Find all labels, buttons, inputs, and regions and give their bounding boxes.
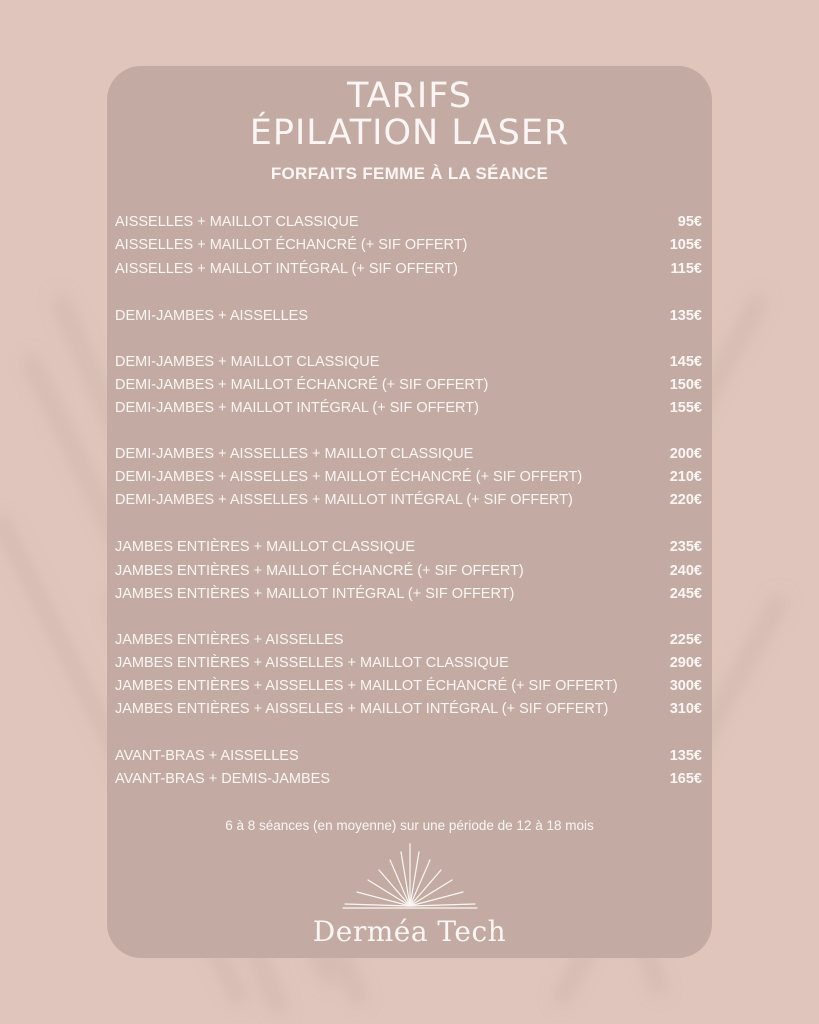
service-label: JAMBES ENTIÈRES + AISSELLES — [115, 632, 344, 648]
sunburst-icon — [335, 842, 485, 912]
price-row — [115, 234, 704, 256]
price-row — [115, 536, 704, 558]
service-label: DEMI-JAMBES + AISSELLES + MAILLOT CLASSIQUE — [115, 446, 474, 462]
service-price: 155€ — [669, 400, 702, 416]
service-price: 105€ — [669, 237, 702, 253]
service-price: 135€ — [669, 308, 702, 324]
service-price: 95€ — [677, 214, 702, 230]
service-label: DEMI-JAMBES + MAILLOT INTÉGRAL (+ SIF OFFERT) — [115, 400, 479, 416]
service-price: 245€ — [669, 586, 702, 602]
service-label: JAMBES ENTIÈRES + MAILLOT INTÉGRAL (+ SIF OFFERT) — [115, 586, 515, 602]
price-row — [115, 258, 704, 280]
service-label: JAMBES ENTIÈRES + AISSELLES + MAILLOT CLASSIQUE — [115, 655, 509, 671]
price-row — [115, 211, 704, 233]
service-label: AISSELLES + MAILLOT CLASSIQUE — [115, 214, 359, 230]
service-price: 300€ — [669, 678, 702, 694]
service-price: 200€ — [669, 446, 702, 462]
price-row — [115, 652, 704, 674]
price-row — [115, 745, 704, 767]
price-row — [115, 583, 704, 605]
service-price: 150€ — [669, 377, 702, 393]
service-price: 310€ — [669, 701, 702, 717]
price-row — [115, 351, 704, 373]
service-price: 115€ — [670, 261, 702, 277]
service-price: 225€ — [669, 632, 702, 648]
service-label: DEMI-JAMBES + AISSELLES + MAILLOT ÉCHANCRÉ (+ SIF OFFERT) — [115, 469, 583, 485]
service-price: 235€ — [669, 539, 702, 555]
service-label: AVANT-BRAS + DEMIS-JAMBES — [115, 771, 330, 787]
service-label: JAMBES ENTIÈRES + AISSELLES + MAILLOT INTÉGRAL (+ SIF OFFERT) — [115, 701, 609, 717]
service-price: 135€ — [669, 748, 702, 764]
price-row — [115, 560, 704, 582]
page-subtitle: FORFAITS FEMME À LA SÉANCE — [270, 164, 549, 183]
service-label: JAMBES ENTIÈRES + MAILLOT CLASSIQUE — [115, 539, 415, 555]
service-label: AISSELLES + MAILLOT INTÉGRAL (+ SIF OFFERT) — [115, 261, 458, 277]
service-price: 290€ — [669, 655, 702, 671]
service-label: DEMI-JAMBES + MAILLOT ÉCHANCRÉ (+ SIF OFFERT) — [115, 377, 489, 393]
service-price: 220€ — [669, 492, 702, 508]
service-label: DEMI-JAMBES + MAILLOT CLASSIQUE — [115, 354, 380, 370]
service-price: 145€ — [669, 354, 702, 370]
brand-name: Derméa Tech — [312, 915, 507, 948]
service-label: DEMI-JAMBES + AISSELLES — [115, 308, 309, 324]
service-price: 210€ — [669, 469, 702, 485]
page-title-line2: ÉPILATION LASER — [249, 113, 570, 153]
price-row — [115, 629, 704, 651]
price-row — [115, 374, 704, 396]
price-row — [115, 466, 704, 488]
price-row — [115, 443, 704, 465]
price-row — [115, 675, 704, 697]
service-price: 165€ — [669, 771, 702, 787]
price-row — [115, 768, 704, 790]
service-label: DEMI-JAMBES + AISSELLES + MAILLOT INTÉGRAL (+ SIF OFFERT) — [115, 492, 573, 508]
service-label: AISSELLES + MAILLOT ÉCHANCRÉ (+ SIF OFFERT) — [115, 237, 468, 253]
service-label: JAMBES ENTIÈRES + AISSELLES + MAILLOT ÉCHANCRÉ (+ SIF OFFERT) — [115, 678, 618, 694]
price-row — [115, 397, 704, 419]
price-row — [115, 489, 704, 511]
price-row — [115, 698, 704, 720]
service-label: JAMBES ENTIÈRES + MAILLOT ÉCHANCRÉ (+ SIF OFFERT) — [115, 563, 524, 579]
sessions-footnote: 6 à 8 séances (en moyenne) sur une période de 12 à 18 mois — [225, 818, 594, 833]
price-row — [115, 305, 704, 327]
service-label: AVANT-BRAS + AISSELLES — [115, 748, 299, 764]
price-card — [107, 66, 712, 958]
service-price: 240€ — [669, 563, 702, 579]
page-title-line1: TARIFS — [347, 76, 472, 116]
